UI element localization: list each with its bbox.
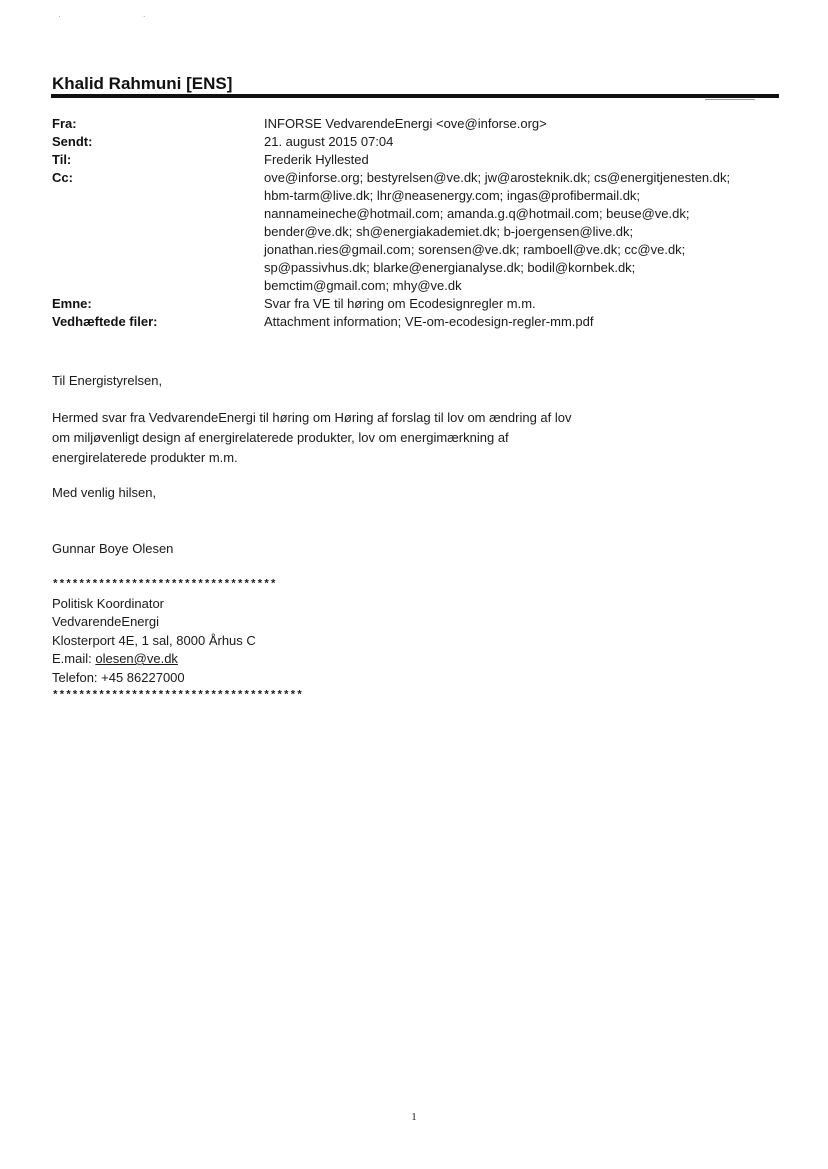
to-value: Frederik Hyllested xyxy=(264,152,369,167)
attachments-label: Vedhæftede filer: xyxy=(52,314,158,329)
body-paragraph xyxy=(52,408,572,468)
cc-value xyxy=(264,169,772,295)
cc-line: ove@inforse.org; bestyrelsen@ve.dk; jw@arosteknik.dk; cs@energitjenesten.dk; xyxy=(264,170,731,185)
closing: Med venlig hilsen, xyxy=(52,485,157,500)
sender-name: Gunnar Boye Olesen xyxy=(52,541,174,556)
scan-specks: · · xyxy=(58,12,186,21)
from-value: INFORSE VedvarendeEnergi <ove@inforse.org> xyxy=(264,116,547,131)
subject-label: Emne: xyxy=(52,296,92,311)
to-row xyxy=(52,151,772,169)
email-headers xyxy=(52,115,772,331)
attachments-row xyxy=(52,313,772,331)
signature-title: Politisk Koordinator xyxy=(52,595,164,611)
cc-line: bender@ve.dk; sh@energiakademiet.dk; b-joergensen@live.dk; xyxy=(264,224,634,239)
signature-phone: Telefon: +45 86227000 xyxy=(52,669,185,685)
cc-line: bemctim@gmail.com; mhy@ve.dk xyxy=(264,278,462,293)
signature-organization: VedvarendeEnergi xyxy=(52,614,159,629)
header-rule-fragment xyxy=(705,99,755,100)
paragraph-line: om miljøvenligt design af energirelaterede produkter, lov om energimærkning af xyxy=(52,430,509,445)
header-rule xyxy=(51,94,779,98)
signature-email-link[interactable]: olesen@ve.dk xyxy=(95,651,178,666)
sent-row xyxy=(52,133,772,151)
signature-address: Klosterport 4E, 1 sal, 8000 Århus C xyxy=(52,632,256,648)
cc-label: Cc: xyxy=(52,170,73,185)
attachments-value: Attachment information; VE-om-ecodesign-regler-mm.pdf xyxy=(264,314,594,329)
signature-stars-top: ********************************** xyxy=(52,579,277,591)
signature-email-label: E.mail: xyxy=(52,651,96,666)
to-label: Til: xyxy=(52,152,72,167)
from-row xyxy=(52,115,772,133)
subject-row xyxy=(52,295,772,313)
signature-block xyxy=(52,576,303,706)
sent-label: Sendt: xyxy=(52,134,93,149)
cc-line: jonathan.ries@gmail.com; sorensen@ve.dk; ramboell@ve.dk; cc@ve.dk; xyxy=(264,242,686,257)
greeting: Til Energistyrelsen, xyxy=(52,373,163,388)
cc-line: sp@passivhus.dk; blarke@energianalyse.dk; bodil@kornbek.dk; xyxy=(264,260,636,275)
mailbox-owner-title: Khalid Rahmuni [ENS] xyxy=(52,74,233,93)
signature-stars-bottom: ************************************** xyxy=(52,690,303,702)
cc-row xyxy=(52,169,772,295)
from-label: Fra: xyxy=(52,116,77,131)
paragraph-line: energirelaterede produkter m.m. xyxy=(52,450,238,465)
subject-value: Svar fra VE til høring om Ecodesignregler m.m. xyxy=(264,296,536,311)
cc-line: hbm-tarm@live.dk; lhr@neasenergy.com; ingas@profibermail.dk; xyxy=(264,188,641,203)
paragraph-line: Hermed svar fra VedvarendeEnergi til høring om Høring af forslag til lov om ændring af lov xyxy=(52,410,572,425)
cc-line: nannameineche@hotmail.com; amanda.g.q@hotmail.com; beuse@ve.dk; xyxy=(264,206,690,221)
signature-email-line xyxy=(52,650,303,669)
sent-value: 21. august 2015 07:04 xyxy=(264,134,394,149)
page-number: 1 xyxy=(411,1111,417,1123)
